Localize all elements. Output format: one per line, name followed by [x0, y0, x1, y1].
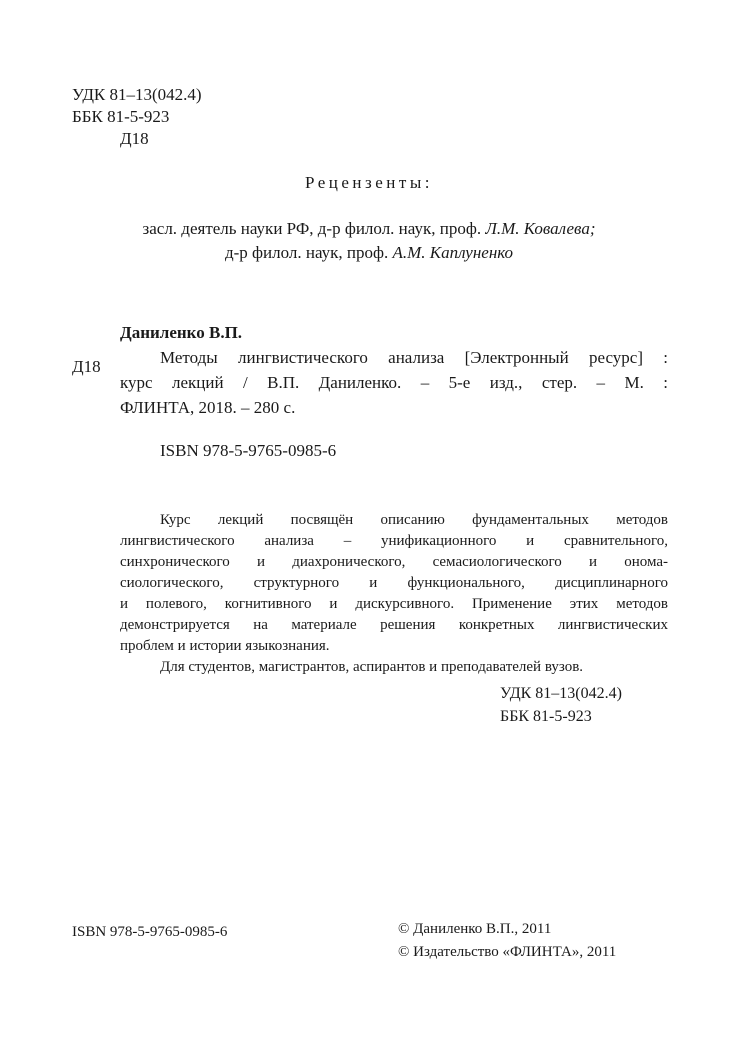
bbk-code-bottom: ББК 81-5-923 [500, 708, 592, 725]
copyright-author: © Даниленко В.П., 2011 [398, 921, 552, 937]
reviewer-2-title: д-р филол. наук, проф. [224, 243, 393, 262]
bbk-code: ББК 81-5-923 [72, 107, 170, 126]
isbn-footer: ISBN 978-5-9765-0985-6 [72, 924, 228, 940]
isbn-record: ISBN 978-5-9765-0985-6 [160, 441, 337, 460]
abstract-audience: Для студентов, магистрантов, аспирантов и преподавателей вузов. [160, 659, 584, 675]
reviewer-1 [0, 218, 738, 240]
abstract-line: синхронического и диахронического, семасиологического и онома- [120, 554, 668, 570]
abstract-line: лингвистического анализа – унификационного и сравнительного, [120, 533, 668, 549]
udk-code-bottom: УДК 81–13(042.4) [500, 685, 622, 702]
reviewer-2-name: А.М. Каплуненко [392, 243, 514, 262]
record-description-line: Методы лингвистического анализа [Электронный ресурс] : [160, 348, 668, 367]
cutter-code: Д18 [120, 129, 149, 148]
reviewer-2 [0, 242, 738, 264]
reviewers-heading: Рецензенты: [305, 173, 433, 192]
record-description-line: ФЛИНТА, 2018. – 280 с. [120, 398, 296, 417]
copyright-publisher: © Издательство «ФЛИНТА», 2011 [398, 944, 617, 960]
udk-code: УДК 81–13(042.4) [72, 85, 202, 104]
cutter-code-record: Д18 [72, 357, 101, 376]
reviewer-1-name: Л.М. Ковалева; [485, 219, 596, 238]
record-description-line: курс лекций / В.П. Даниленко. – 5-е изд., стер. – М. : [120, 373, 668, 392]
abstract-line: Курс лекций посвящён описанию фундаментальных методов [160, 512, 668, 528]
abstract-line: проблем и истории языкознания. [120, 638, 330, 654]
author-heading: Даниленко В.П. [120, 323, 243, 342]
abstract-line: демонстрируется на материале решения конкретных лингвистических [120, 617, 668, 633]
abstract-line: и полевого, когнитивного и дискурсивного. Применение этих методов [120, 596, 668, 612]
reviewer-1-title: засл. деятель науки РФ, д-р филол. наук, проф. [142, 219, 486, 238]
abstract-line: сиологического, структурного и функционального, дисциплинарного [120, 575, 668, 591]
